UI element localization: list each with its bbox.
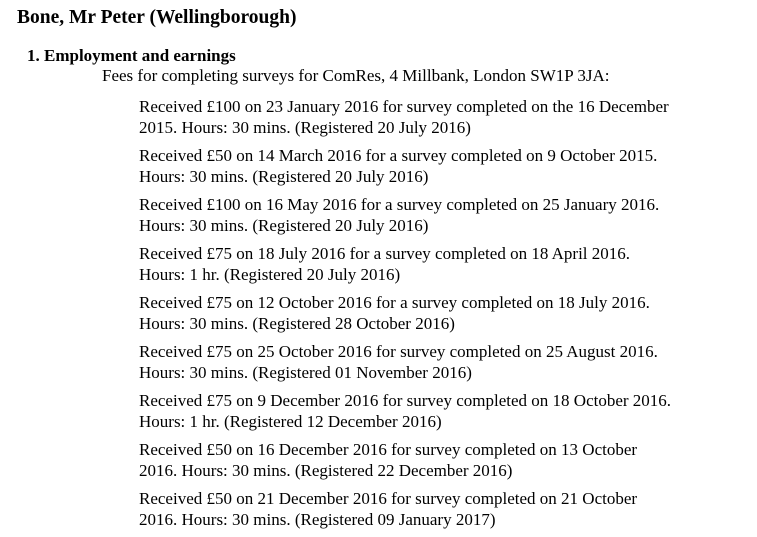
entry-line-1: Received £50 on 21 December 2016 for survey completed on 21 October [139, 489, 638, 508]
entry-line-2: Hours: 1 hr. (Registered 12 December 2016) [139, 412, 442, 431]
entry-item [139, 488, 739, 530]
entry-line-2: Hours: 30 mins. (Registered 20 July 2016) [139, 167, 429, 186]
member-name: Bone, Mr Peter (Wellingborough) [17, 7, 297, 28]
entry-line-2: Hours: 30 mins. (Registered 20 July 2016) [139, 216, 429, 235]
entry-line-2: Hours: 30 mins. (Registered 01 November 2016) [139, 363, 472, 382]
entry-line-1: Received £75 on 12 October 2016 for a survey completed on 18 July 2016. [139, 293, 650, 312]
entry-item [139, 439, 739, 481]
entry-line-1: Received £75 on 9 December 2016 for survey completed on 18 October 2016. [139, 391, 672, 410]
section-intro: Fees for completing surveys for ComRes, 4 Millbank, London SW1P 3JA: [102, 66, 610, 85]
entry-item [139, 390, 739, 432]
entry-line-1: Received £75 on 18 July 2016 for a survey completed on 18 April 2016. [139, 244, 631, 263]
section-heading: 1. Employment and earnings [27, 46, 236, 65]
entry-item [139, 96, 739, 138]
entry-line-1: Received £75 on 25 October 2016 for survey completed on 25 August 2016. [139, 342, 658, 361]
entries-list [139, 96, 739, 537]
entry-line-1: Received £50 on 16 December 2016 for survey completed on 13 October [139, 440, 638, 459]
entry-item [139, 243, 739, 285]
entry-item [139, 341, 739, 383]
entry-line-1: Received £50 on 14 March 2016 for a survey completed on 9 October 2015. [139, 146, 658, 165]
entry-item [139, 194, 739, 236]
entry-line-2: 2016. Hours: 30 mins. (Registered 22 December 2016) [139, 461, 513, 480]
entry-line-2: 2016. Hours: 30 mins. (Registered 09 January 2017) [139, 510, 496, 529]
entry-line-1: Received £100 on 23 January 2016 for survey completed on the 16 December [139, 97, 669, 116]
entry-line-1: Received £100 on 16 May 2016 for a survey completed on 25 January 2016. [139, 195, 660, 214]
entry-item [139, 145, 739, 187]
entry-item [139, 292, 739, 334]
entry-line-2: Hours: 30 mins. (Registered 28 October 2016) [139, 314, 455, 333]
entry-line-2: Hours: 1 hr. (Registered 20 July 2016) [139, 265, 401, 284]
entry-line-2: 2015. Hours: 30 mins. (Registered 20 July 2016) [139, 118, 471, 137]
